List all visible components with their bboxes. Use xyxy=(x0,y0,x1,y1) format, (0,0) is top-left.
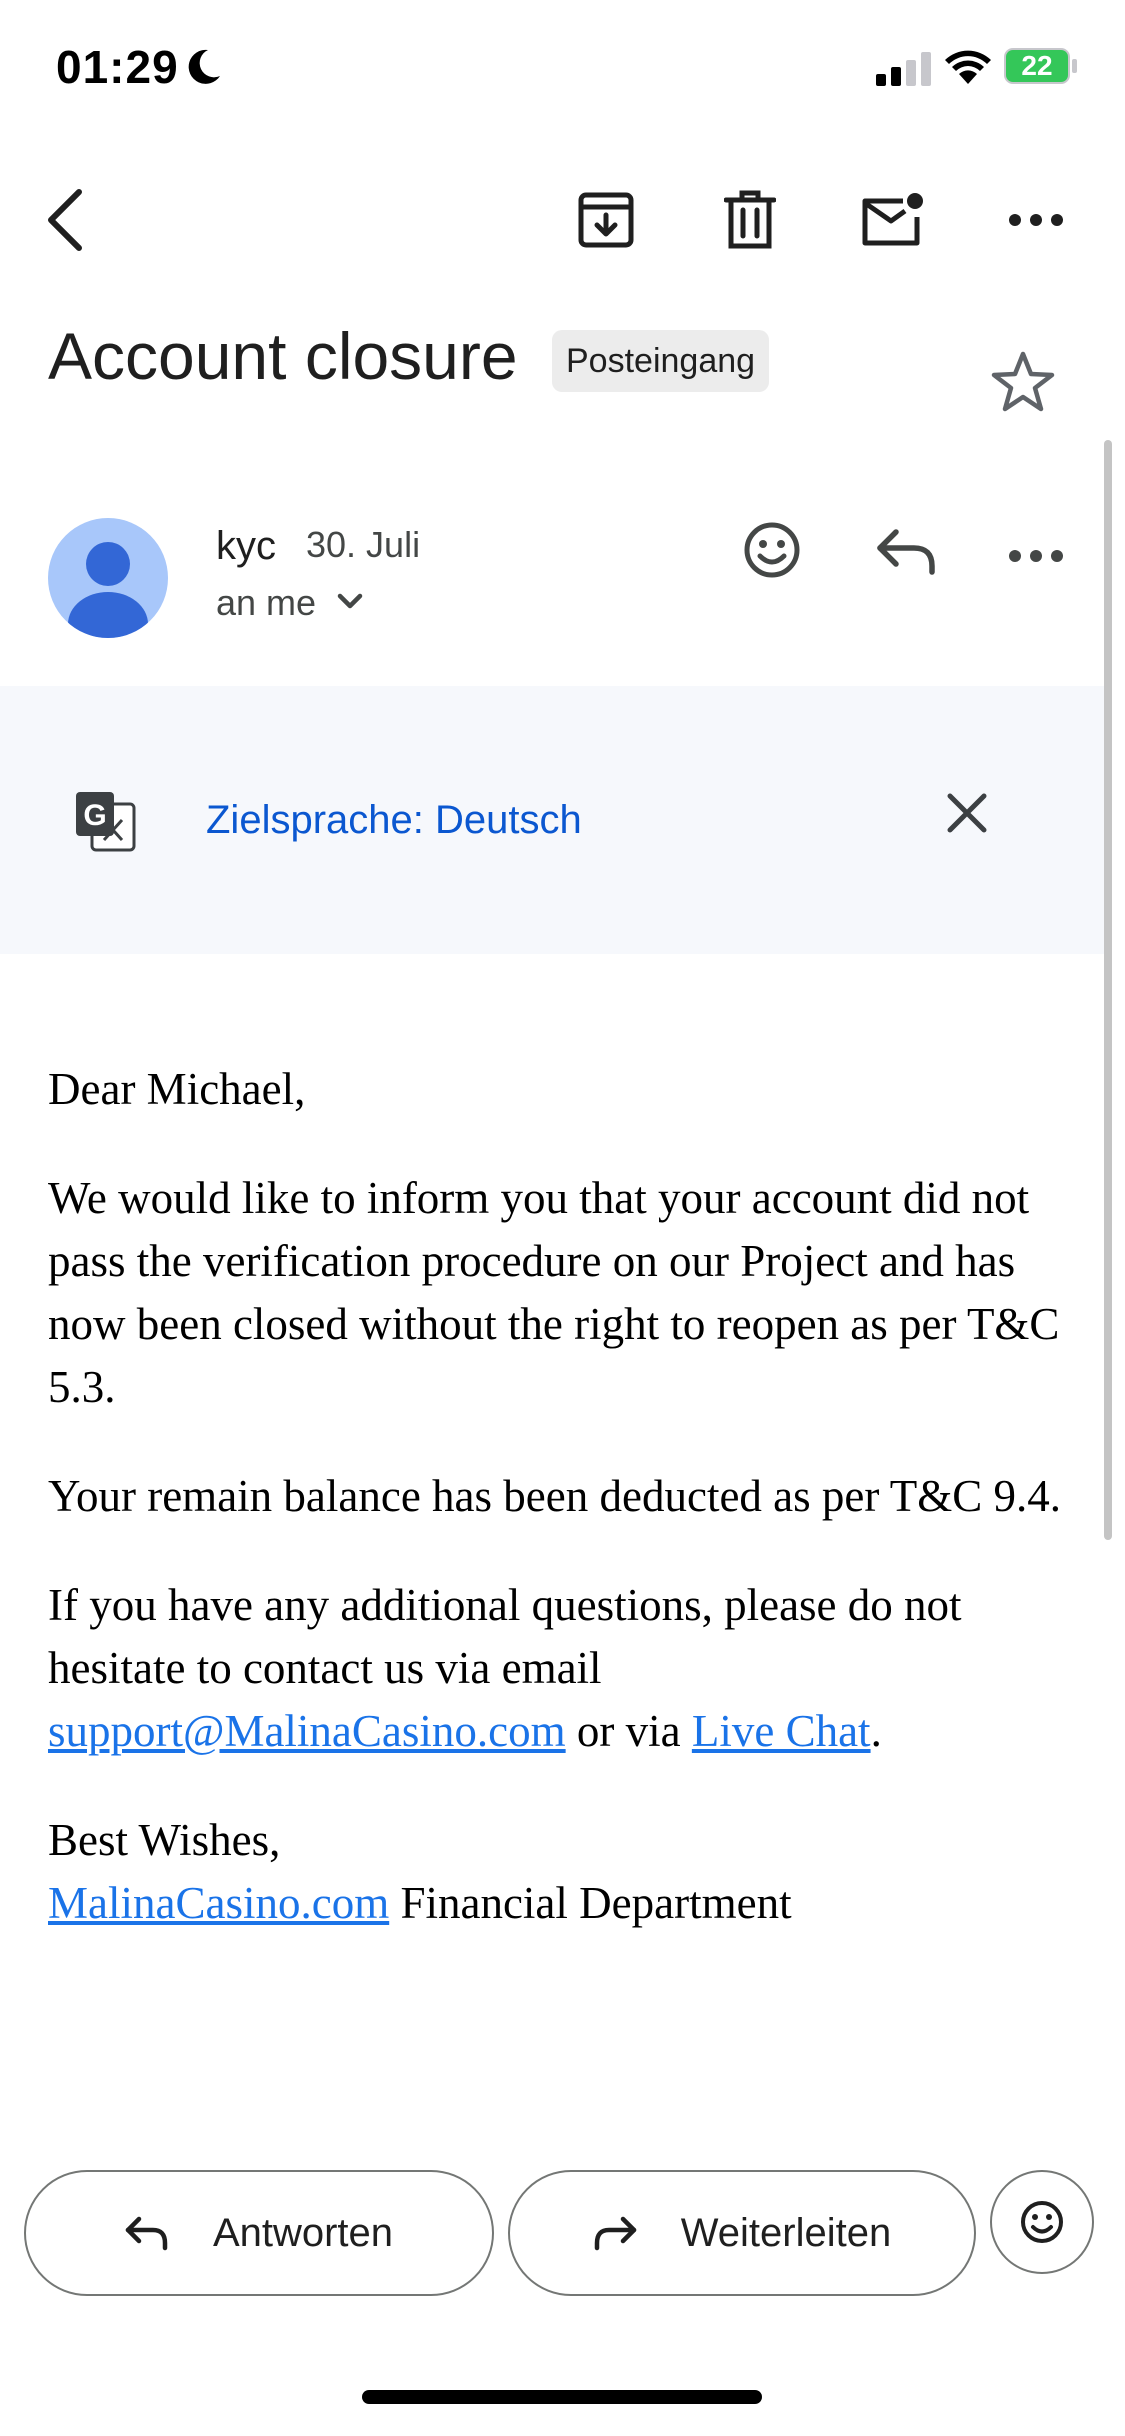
body-greeting: Dear Michael, xyxy=(48,1064,306,1114)
signature-website-link[interactable]: MalinaCasino.com xyxy=(48,1878,390,1928)
person-icon xyxy=(48,518,168,638)
status-time: 01:29 xyxy=(56,41,179,93)
reply-pill-button[interactable] xyxy=(24,2170,494,2296)
trash-icon xyxy=(724,190,776,250)
reply-label: Antworten xyxy=(212,2210,394,2255)
back-button[interactable] xyxy=(26,180,106,260)
forward-label: Weiterleiten xyxy=(680,2210,892,2255)
reply-icon xyxy=(876,526,936,576)
email-subject: Account closure xyxy=(48,319,518,393)
closing-text: Best Wishes, xyxy=(48,1815,281,1865)
reply-icon xyxy=(125,2215,169,2251)
archive-icon xyxy=(577,191,635,249)
battery-icon xyxy=(1004,48,1078,84)
reply-button[interactable] xyxy=(876,526,936,576)
live-chat-link[interactable]: Live Chat xyxy=(691,1706,871,1756)
message-more-button[interactable] xyxy=(1008,548,1064,564)
add-reaction-button[interactable] xyxy=(742,520,802,580)
home-indicator[interactable] xyxy=(362,2390,762,2404)
recipient-details-toggle[interactable]: an me xyxy=(216,582,317,623)
archive-button[interactable] xyxy=(566,180,646,260)
support-email-link[interactable]: support@MalinaCasino.com xyxy=(48,1706,566,1756)
inbox-label-chip[interactable]: Posteingang xyxy=(552,330,769,392)
star-icon[interactable] xyxy=(990,350,1056,414)
cellular-signal-icon xyxy=(876,52,934,86)
translate-icon xyxy=(74,790,138,854)
translate-target-language-link[interactable]: Zielsprache: Deutsch xyxy=(206,798,582,842)
react-emoji-button[interactable] xyxy=(990,2170,1094,2274)
body-paragraph-3 xyxy=(48,1574,1088,1763)
svg-text:G: G xyxy=(83,799,107,832)
body-paragraph-1: We would like to inform you that your account did not pass the verification procedure on our Project and has now been closed without the right to reopen as per T&C 5.3. xyxy=(48,1173,1060,1412)
body-closing xyxy=(48,1809,1088,1935)
more-horizontal-icon xyxy=(1008,212,1064,228)
chevron-down-icon[interactable] xyxy=(336,592,364,612)
wifi-icon xyxy=(944,48,992,86)
body-paragraph-2: Your remain balance has been deducted as per T&C 9.4. xyxy=(48,1471,1062,1521)
more-horizontal-icon xyxy=(1008,548,1064,564)
sender-name[interactable]: kyc xyxy=(216,524,276,568)
forward-icon xyxy=(593,2215,637,2251)
signature-department: Financial Department xyxy=(389,1878,792,1928)
email-body xyxy=(48,1058,1088,1981)
moon-icon xyxy=(186,48,222,86)
scrollbar[interactable] xyxy=(1104,440,1112,1540)
battery-percentage: 22 xyxy=(1021,50,1053,81)
sender-avatar[interactable] xyxy=(48,518,168,638)
body-paragraph-3-end: . xyxy=(870,1706,882,1756)
emoji-icon xyxy=(1019,2199,1065,2245)
body-paragraph-3-middle: or via xyxy=(565,1706,692,1756)
mark-unread-icon xyxy=(859,191,925,249)
more-options-button[interactable] xyxy=(996,180,1076,260)
body-paragraph-3-text: If you have any additional questions, please do not hesitate to contact us via email xyxy=(48,1580,962,1693)
email-date: 30. Juli xyxy=(306,524,421,565)
mark-unread-button[interactable] xyxy=(852,180,932,260)
delete-button[interactable] xyxy=(710,180,790,260)
emoji-icon xyxy=(742,520,802,580)
forward-pill-button[interactable] xyxy=(508,2170,976,2296)
close-icon[interactable] xyxy=(946,792,988,834)
chevron-left-icon xyxy=(41,188,91,252)
